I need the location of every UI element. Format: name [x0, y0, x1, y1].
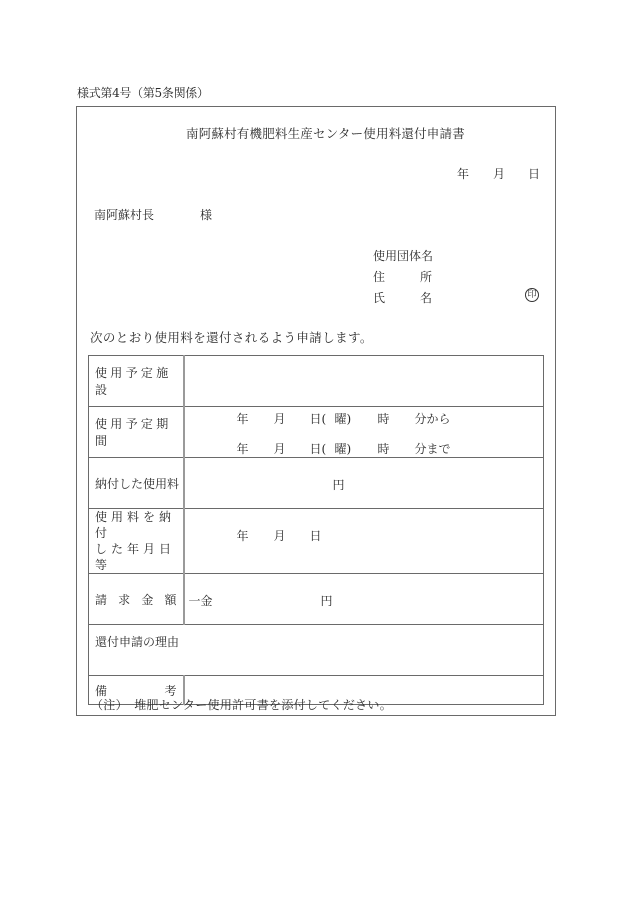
date-day: 日	[528, 167, 541, 181]
claim-label-char: 請	[95, 592, 108, 607]
claim-label	[89, 574, 184, 625]
table-row-reason	[89, 625, 544, 676]
table-row-paid-date	[89, 509, 544, 574]
remarks-label-char: 備	[95, 683, 108, 698]
paid-date-label-line1: 使用料を納付	[95, 510, 176, 540]
period-end-hour: 時	[377, 442, 390, 456]
period-end-minute: 分まで	[414, 442, 451, 456]
claim-label-char: 金	[141, 592, 154, 607]
period-label: 使用予定期間	[89, 407, 184, 458]
period-end-weekday: 曜)	[334, 442, 352, 456]
period-end-year: 年	[236, 442, 249, 456]
claim-prefix: 一金	[188, 594, 213, 608]
paid-date-year: 年	[236, 529, 249, 543]
claim-unit: 円	[320, 594, 333, 608]
paid-fee-unit: 円	[332, 478, 345, 492]
table-row-facility	[89, 356, 544, 407]
facility-field[interactable]	[184, 356, 544, 407]
note-text: （注） 堆肥センター使用許可書を添付してください。	[91, 698, 393, 712]
table-row-claim	[89, 574, 544, 625]
table-row-period	[89, 407, 544, 458]
paid-date-label-line2: した年月日等	[95, 542, 176, 572]
paid-date-field[interactable]	[184, 509, 544, 574]
period-end-day: 日(	[309, 442, 327, 456]
claim-label-char: 額	[164, 592, 177, 607]
addressee-name: 南阿蘇村長	[94, 208, 155, 222]
period-start-hour: 時	[377, 412, 390, 426]
period-start-month: 月	[273, 412, 286, 426]
claim-field[interactable]	[184, 574, 544, 625]
date-year: 年	[457, 167, 470, 181]
paid-date-label	[89, 509, 184, 574]
date-month: 月	[493, 167, 506, 181]
remarks-label-char: 考	[164, 683, 177, 698]
applicant-address-label-1: 住	[373, 270, 386, 284]
reason-field[interactable]	[89, 625, 544, 676]
period-start-day: 日(	[309, 412, 327, 426]
claim-label-char: 求	[118, 592, 131, 607]
paid-fee-field[interactable]	[184, 458, 544, 509]
form-number: 様式第4号（第5条関係）	[77, 86, 209, 100]
form-title: 南阿蘇村有機肥料生産センター使用料還付申請書	[186, 126, 465, 141]
applicant-name-label-1: 氏	[373, 291, 386, 305]
period-start-year: 年	[236, 412, 249, 426]
seal-icon: 印	[525, 288, 539, 302]
applicant-org-label: 使用団体名	[373, 249, 434, 263]
paid-fee-label: 納付した使用料	[89, 458, 184, 509]
addressee-honorific: 様	[200, 208, 213, 222]
period-start-minute: 分から	[414, 412, 451, 426]
table-row-paid-fee	[89, 458, 544, 509]
period-end-month: 月	[273, 442, 286, 456]
applicant-address-label-2: 所	[420, 270, 433, 284]
applicant-name-label-2: 名	[420, 291, 433, 305]
application-table	[88, 355, 544, 705]
paid-date-day: 日	[309, 529, 322, 543]
facility-label: 使用予定施設	[89, 356, 184, 407]
paid-date-month: 月	[273, 529, 286, 543]
intro-text: 次のとおり使用料を還付されるよう申請します。	[90, 330, 373, 345]
reason-label: 還付申請の理由	[95, 635, 180, 649]
period-start-weekday: 曜)	[334, 412, 352, 426]
period-field[interactable]	[184, 407, 544, 458]
